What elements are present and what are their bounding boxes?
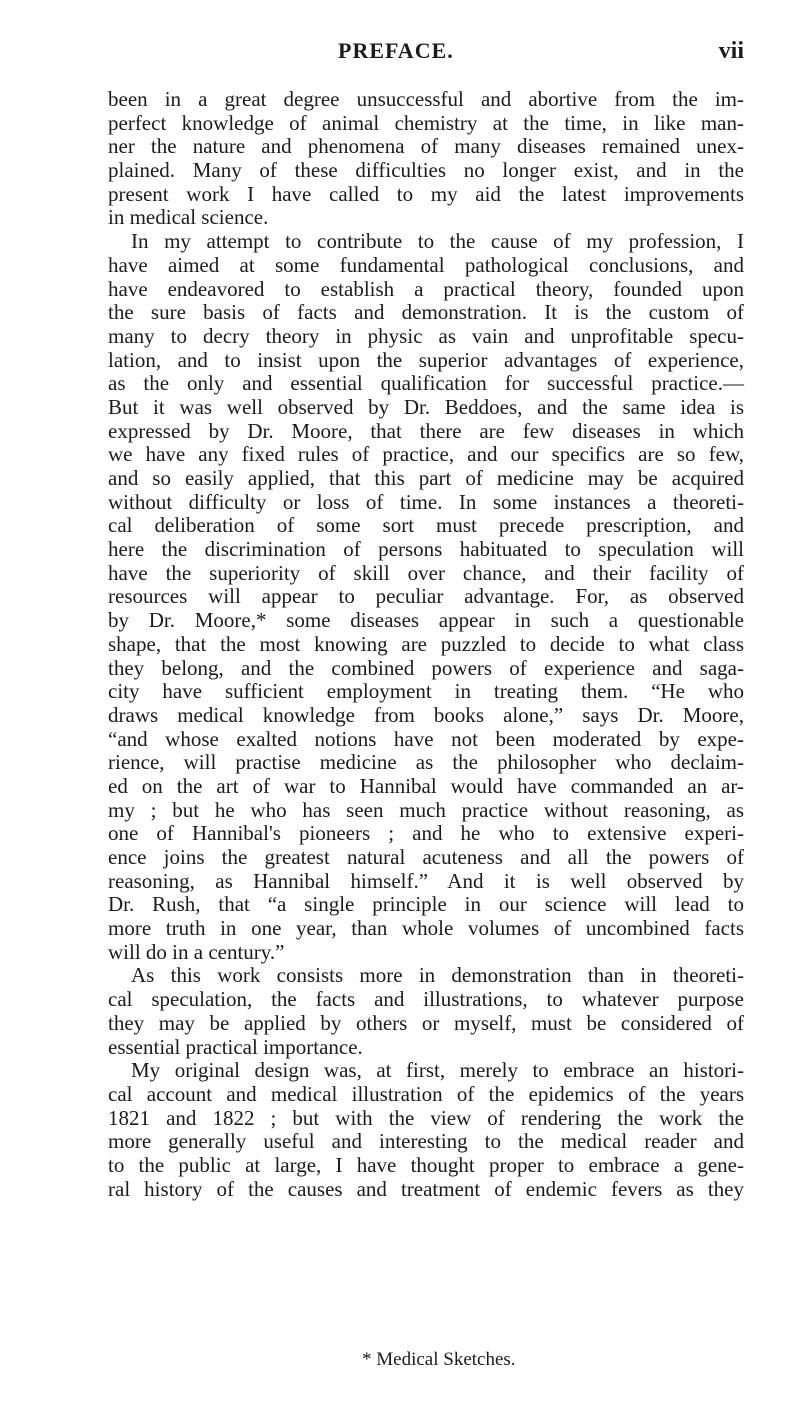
text-line: ed on the art of war to Hannibal would have commanded an ar- <box>108 773 744 798</box>
text-line: as the only and essential qualification for successful practice.— <box>108 371 744 396</box>
text-line: shape, that the most knowing are puzzled to decide to what class <box>108 631 744 656</box>
text-line: and so easily applied, that this part of medicine may be acquired <box>108 466 744 490</box>
preface-body-text <box>108 88 744 1201</box>
text-line: lation, and to insist upon the superior advantages of experience, <box>108 347 744 372</box>
text-line: essential practical importance. <box>108 1034 363 1059</box>
text-line: cal account and medical illustration of the epidemics of the years <box>108 1081 744 1106</box>
text-line: perfect knowledge of animal chemistry at the time, in like man- <box>108 110 744 135</box>
text-line: reasoning, as Hannibal himself.” And it is well observed by <box>108 868 744 893</box>
text-line: have aimed at some fundamental pathological conclusions, and <box>108 252 744 277</box>
text-line: draws medical knowledge from books alone,” says Dr. Moore, <box>108 702 744 727</box>
text-line: more generally useful and interesting to the medical reader and <box>108 1129 744 1154</box>
text-line: ral history of the causes and treatment of endemic fevers as they <box>108 1176 744 1201</box>
text-line: have endeavored to establish a practical theory, founded upon <box>108 276 744 301</box>
text-line: they belong, and the combined powers of experience and saga- <box>108 655 744 680</box>
text-line: As this work consists more in demonstration than in theoreti- <box>131 963 744 988</box>
text-line: we have any fixed rules of practice, and our specifics are so few, <box>108 442 744 467</box>
text-line: one of Hannibal's pioneers ; and he who to extensive experi- <box>108 821 744 846</box>
text-line: cal speculation, the facts and illustrations, to whatever purpose <box>108 987 744 1012</box>
text-line: resources will appear to peculiar advantage. For, as observed <box>108 584 744 609</box>
text-line: by Dr. Moore,* some diseases appear in such a questionable <box>108 608 744 633</box>
text-line: In my attempt to contribute to the cause of my profession, I <box>131 229 744 254</box>
text-line: Dr. Rush, that “a single principle in our science will lead to <box>108 892 744 917</box>
footnote: * Medical Sketches. <box>362 1349 516 1370</box>
running-title: PREFACE. <box>338 38 454 63</box>
text-line: to the public at large, I have thought proper to embrace a gene- <box>108 1152 744 1177</box>
text-line: ner the nature and phenomena of many diseases remained unex- <box>108 134 744 159</box>
text-line: rience, will practise medicine as the philosopher who declaim- <box>108 750 744 775</box>
text-line: they may be applied by others or myself, must be considered of <box>108 1010 744 1035</box>
page-number: vii <box>718 38 744 64</box>
text-line: will do in a century.” <box>108 939 285 964</box>
text-line: without difficulty or loss of time. In some instances a theoreti- <box>108 489 744 514</box>
text-line: My original design was, at first, merely to embrace an histori- <box>131 1058 744 1083</box>
text-line: many to decry theory in physic as vain and unprofitable specu- <box>108 323 744 348</box>
text-line: “and whose exalted notions have not been moderated by expe- <box>108 726 744 751</box>
text-line: here the discrimination of persons habituated to speculation will <box>108 537 744 562</box>
text-line: more truth in one year, than whole volumes of uncombined facts <box>108 916 744 941</box>
text-line: been in a great degree unsuccessful and abortive from the im- <box>108 87 744 111</box>
text-line: city have sufficient employment in treating them. “He who <box>108 679 744 704</box>
text-line: cal deliberation of some sort must precede prescription, and <box>108 513 744 538</box>
text-line: expressed by Dr. Moore, that there are few diseases in which <box>108 418 744 443</box>
text-line: plained. Many of these difficulties no longer exist, and in the <box>108 158 744 183</box>
text-line: the sure basis of facts and demonstration. It is the custom of <box>108 300 744 325</box>
text-line: have the superiority of skill over chance, and their facility of <box>108 560 744 585</box>
text-line: present work I have called to my aid the latest improvements <box>108 181 744 206</box>
running-head <box>108 38 744 78</box>
text-line: in medical science. <box>108 205 269 230</box>
text-line: ence joins the greatest natural acuteness and all the powers of <box>108 845 744 869</box>
text-line: my ; but he who has seen much practice without reasoning, as <box>108 797 744 822</box>
text-line: 1821 and 1822 ; but with the view of rendering the work the <box>108 1105 744 1130</box>
text-line: But it was well observed by Dr. Beddoes, and the same idea is <box>108 394 744 419</box>
